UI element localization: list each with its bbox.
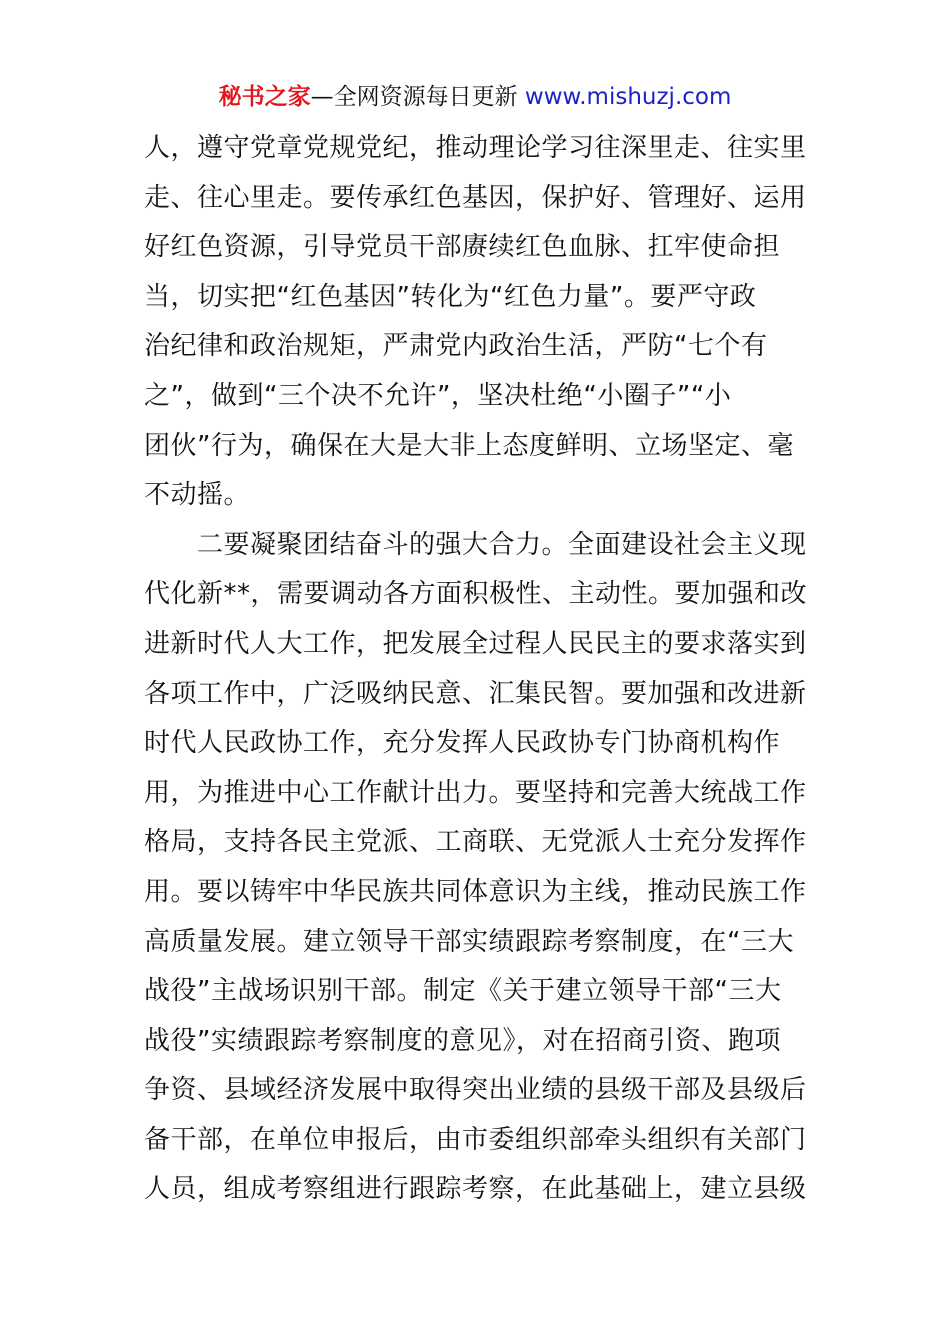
text-line: 代化新**，需要调动各方面积极性、主动性。要加强和改 [144,579,808,610]
document-body [144,124,808,1215]
site-url-link[interactable]: www.mishuzj.com [524,84,732,110]
text-line: 不动摇。 [144,480,251,511]
text-line: 战役”主战场识别干部。制定《关于建立领导干部“三大 [144,976,782,1007]
site-header [0,80,950,114]
paragraph-start-line: 二要凝聚团结奋斗的强大合力。全面建设社会主义现 [144,529,807,560]
text-line: 进新时代人大工作，把发展全过程人民民主的要求落实到 [144,628,807,659]
site-brand: 秘书之家 [218,84,311,110]
text-line: 用，为推进中心工作献计出力。要坚持和完善大统战工作 [144,777,807,808]
text-line: 时代人民政协工作，充分发挥人民政协专门协商机构作 [144,728,781,759]
text-line: 高质量发展。建立领导干部实绩跟踪考察制度，在“三大 [144,926,794,957]
text-line: 战役”实绩跟踪考察制度的意见》，对在招商引资、跑项 [144,1025,781,1056]
text-line: 团伙”行为，确保在大是大非上态度鲜明、立场坚定、毫 [144,430,794,461]
text-line: 用。要以铸牢中华民族共同体意识为主线，推动民族工作 [144,876,807,907]
text-line: 当，切实把“红色基因”转化为“红色力量”。要严守政 [144,281,757,312]
text-line: 备干部，在单位申报后，由市委组织部牵头组织有关部门 [144,1124,807,1155]
text-line: 治纪律和政治规矩，严肃党内政治生活，严防“七个有 [144,331,768,362]
text-line: 走、往心里走。要传承红色基因，保护好、管理好、运用 [144,182,807,213]
text-line: 争资、县域经济发展中取得突出业绩的县级干部及县级后 [144,1075,807,1106]
text-line: 好红色资源，引导党员干部赓续红色血脉、扛牢使命担 [144,232,781,263]
text-line: 格局，支持各民主党派、工商联、无党派人士充分发挥作 [144,827,807,858]
site-tagline: —全网资源每日更新 [310,84,525,110]
text-line: 之”，做到“三个决不允许”，坚决杜绝“小圈子”“小 [144,380,732,411]
text-line: 人员，组成考察组进行跟踪考察，在此基础上，建立县级 [144,1174,807,1205]
text-line: 各项工作中，广泛吸纳民意、汇集民智。要加强和改进新 [144,678,807,709]
text-line: 人，遵守党章党规党纪，推动理论学习往深里走、往实里 [144,133,807,163]
